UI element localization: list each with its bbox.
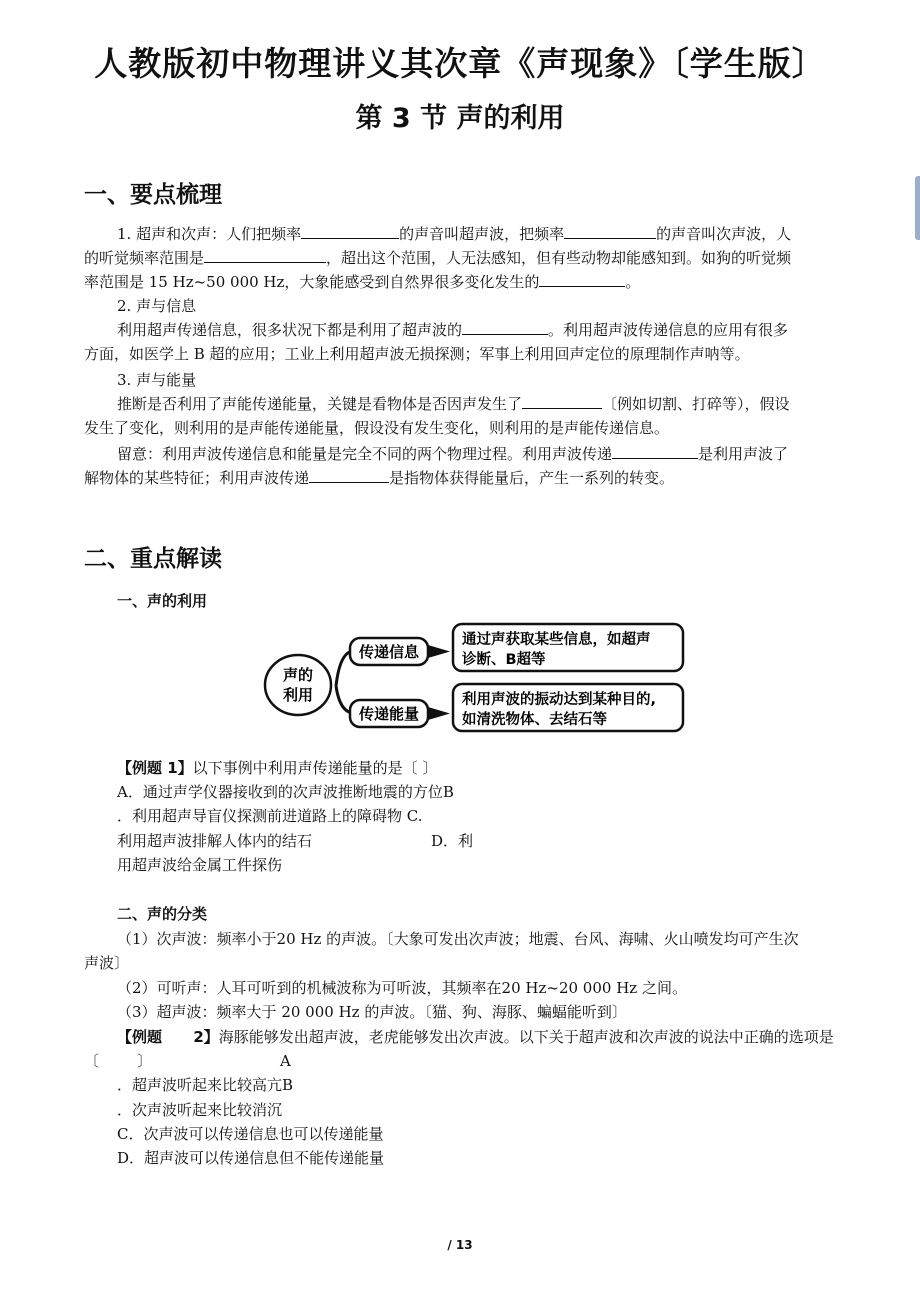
example2-option-d: D．超声波可以传递信息但不能传递能量 [117, 1149, 385, 1167]
paragraph-line [84, 466, 674, 490]
section-subtitle: 第 3 节 声的利用 [355, 103, 565, 134]
text-run: 。 [625, 273, 641, 291]
paragraph-line: 方面，如医学上 B 超的应用；工业上利用超声波无损探测；军事上利用回声定位的原理制作声呐等。 [84, 345, 750, 363]
text-run: 解物体的某些特征；利用声波传递 [84, 469, 310, 487]
desc-information-line1: 通过声获取某些信息，如超声 [462, 632, 651, 648]
example2-answer-paren: 〔 〕 [84, 1052, 153, 1070]
branch-label-information: 传递信息 [358, 643, 420, 661]
text-run: 的声音叫次声波，人 [656, 225, 792, 243]
desc-information-line2: 诊断、B超等 [462, 652, 546, 668]
classification-line: （1）次声波：频率小于20 Hz 的声波。〔大象可发出次声波；地震、台风、海啸、火山喷发均可产生次 [117, 930, 799, 948]
center-label-line2: 利用 [282, 686, 314, 704]
classification-line: （2）可听声：人耳可听到的机械波称为可听波，其频率在20 Hz~20 000 Hz 之间。 [117, 979, 687, 997]
desc-energy-line1: 利用声波的振动达到某种目的, [462, 692, 657, 708]
paragraph-line [117, 222, 791, 246]
fill-blank [301, 222, 399, 239]
text-run: 的声音叫超声波，把频率 [399, 225, 565, 243]
text-run: 以下事例中利用声传递能量的是〔 〕 [192, 759, 438, 777]
example2-option-a: A [280, 1052, 291, 1070]
example1-option-line: 利用超声波排解人体内的结石 [117, 832, 313, 850]
fill-blank [462, 318, 548, 335]
example2-option-line: ．次声波听起来比较消沉 [117, 1101, 283, 1119]
text-run: 推断是否利用了声能传递能量，关键是看物体是否因声发生了 [117, 395, 523, 413]
fill-blank [564, 222, 656, 239]
text-run: 是指物体获得能量后，产生一系列的转变。 [389, 469, 675, 487]
item-title: 3. 声与能量 [117, 371, 197, 389]
example-label: 【例题 2】 [117, 1028, 219, 1046]
center-node [265, 655, 331, 715]
arrow-right-icon [428, 707, 450, 720]
center-label-line1: 声的 [282, 666, 314, 684]
text-run: 是利用声波了 [698, 445, 789, 463]
text-run: 留意：利用声波传递信息和能量是完全不同的两个物理过程。利用声波传递 [117, 445, 613, 463]
branch-label-energy: 传递能量 [358, 705, 420, 723]
text-run: 率范围是 15 Hz~50 000 Hz，大象能感受到自然界很多变化发生的 [84, 273, 540, 291]
concept-diagram [256, 618, 696, 740]
text-run: 〔例如切割、打碎等），假设 [602, 395, 790, 413]
heading-key-analysis: 二、重点解读 [84, 546, 222, 572]
text-run: 海豚能够发出超声波，老虎能够发出次声波。以下关于超声波和次声波的说法中正确的选项是 [218, 1028, 834, 1046]
desc-energy-line2: 如清洗物体、去结石等 [462, 712, 607, 728]
example-label: 【例题 1】 [117, 759, 193, 777]
arrow-right-icon [428, 645, 450, 658]
fill-blank [612, 442, 698, 459]
example2-option-line: ．超声波听起来比较高亢B [117, 1076, 294, 1094]
example1-option-line: D．利 [431, 832, 474, 850]
fill-blank [309, 466, 389, 483]
example1-option-line: 用超声波给金属工件探伤 [117, 856, 283, 874]
document-title: 人教版初中物理讲义其次章《声现象》〔学生版〕 [94, 44, 826, 83]
example1-option-line: ．利用超声导盲仪探测前进道路上的障碍物 C. [117, 807, 423, 825]
fill-blank [204, 246, 326, 263]
paragraph-line [117, 318, 788, 342]
page-number: / 13 [447, 1238, 473, 1252]
example1-question [117, 756, 437, 780]
text-run: 1. 超声和次声：人们把频率 [117, 225, 302, 243]
paragraph-line [117, 392, 790, 416]
paragraph-line: 发生了变化，则利用的是声能传递能量，假设没有发生变化，则利用的是声能传递信息。 [84, 419, 670, 437]
fill-blank [539, 270, 625, 287]
subheading-sound-classification: 二、声的分类 [117, 905, 208, 923]
example2-option-c: C．次声波可以传递信息也可以传递能量 [117, 1125, 384, 1143]
paragraph-line [84, 246, 791, 270]
item-title: 2. 声与信息 [117, 297, 197, 315]
paragraph-line [84, 270, 640, 294]
text-run: 。利用超声波传递信息的应用有很多 [548, 321, 789, 339]
fill-blank [522, 392, 602, 409]
paragraph-line [117, 442, 788, 466]
example1-option-line: A．通过声学仪器接收到的次声波推断地震的方位B [117, 783, 454, 801]
example2-question [117, 1025, 834, 1049]
subheading-uses-of-sound: 一、声的利用 [117, 592, 208, 610]
text-run: 利用超声传递信息，很多状况下都是利用了超声波的 [117, 321, 463, 339]
text-run: ，超出这个范围，人无法感知，但有些动物却能感知到。如狗的听觉频 [326, 249, 792, 267]
text-run: 的听觉频率范围是 [84, 249, 205, 267]
heading-key-points: 一、要点梳理 [84, 182, 222, 208]
classification-line: 声波〕 [84, 954, 130, 972]
classification-line: （3）超声波：频率大于 20 000 Hz 的声波。〔猫、狗、海豚、蝙蝠能听到〕 [117, 1003, 627, 1021]
page-edge-tab [915, 176, 920, 240]
